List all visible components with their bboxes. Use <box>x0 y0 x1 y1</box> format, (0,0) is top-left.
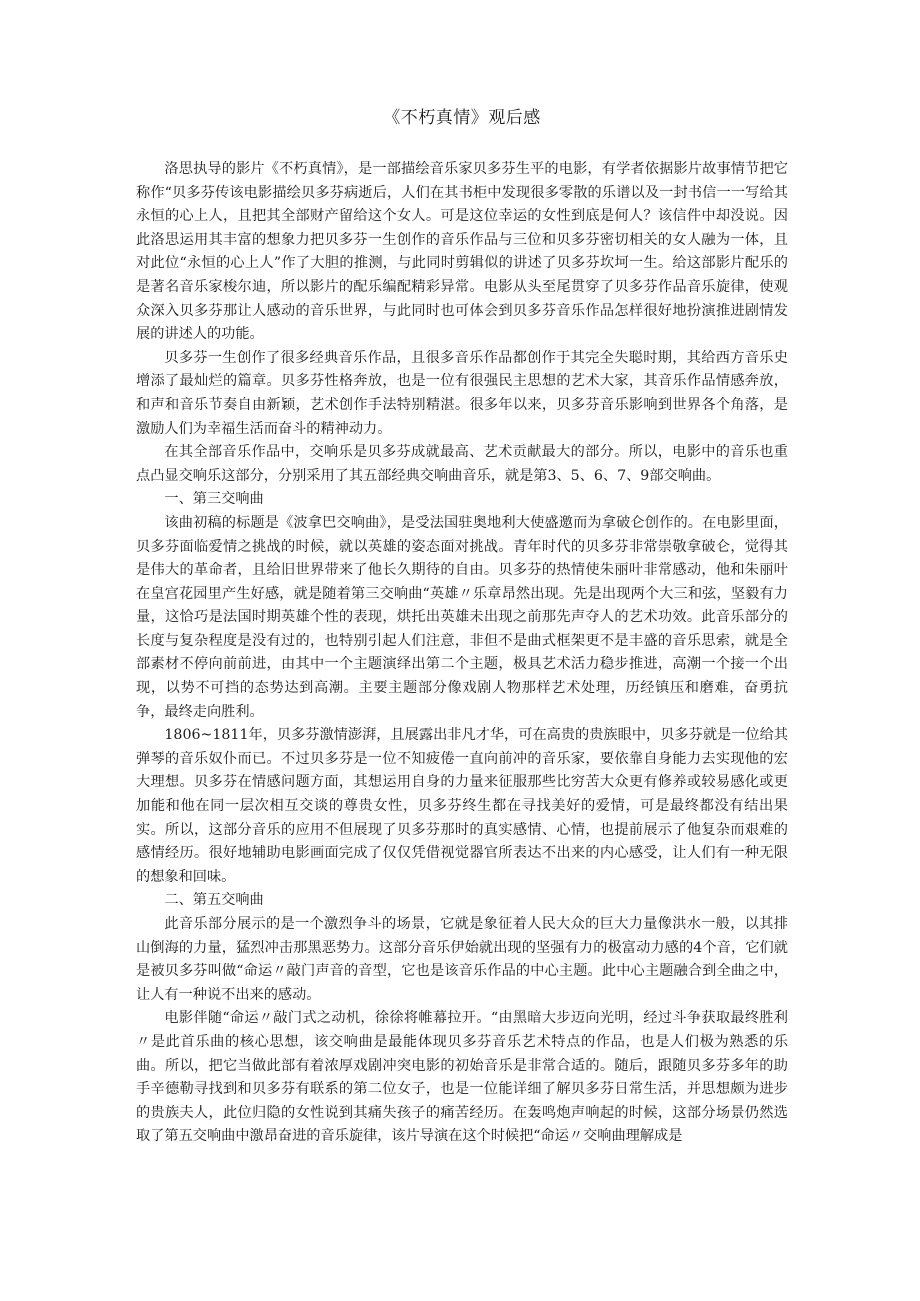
section-heading-fifth-symphony: 二、第五交响曲 <box>164 892 264 909</box>
section-heading-third-symphony: 一、第三交响曲 <box>164 491 264 508</box>
document-page <box>136 96 788 1149</box>
document-title: 《不朽真情》观后感 <box>383 108 541 128</box>
paragraph: 此音乐部分展示的是一个激烈争斗的场景，它就是象征着人民大众的巨大力量像洪水一般，以其排山倒海的力量，猛烈冲击那黑恶势力。这部分音乐伊始就出现的坚强有力的极富动力感的4个音，它们就是被贝多芬叫做“命运〃敲门声音的音型，它也是该音乐作品的中心主题。此中心主题融合到全曲之中，让人有一种说不出来的感动。 <box>136 916 788 1003</box>
paragraph: 1806~1811年，贝多芬激情澎湃，且展露出非凡才华，可在高贵的贵族眼中，贝多芬就是一位给其弹琴的音乐奴仆而已。不过贝多芬是一位不知疲倦一直向前冲的音乐家，要依靠自身能力去实现他的宏大理想。贝多芬在情感问题方面，其想运用自身的力量来征服那些比穷苦大众更有修养或较易感化或更加能和他在同一层次相互交谈的尊贵女性，贝多芬终生都在寻找美好的爱情，可是最终都没有结出果实。所以，这部分音乐的应用不但展现了贝多芬那时的真实感情、心情，也提前展示了他复杂而艰难的感情经历。很好地辅助电影画面完成了仅仅凭借视觉器官所表达不出来的内心感受，让人们有一种无限的想象和回味。 <box>136 727 788 885</box>
paragraph: 该曲初稿的标题是《波拿巴交响曲》，是受法国驻奥地利大使盛邀而为拿破仑创作的。在电影里面，贝多芬面临爱情之挑战的时候，就以英雄的姿态面对挑战。青年时代的贝多芬非常崇敬拿破仑，觉得其是伟大的革命者，且给旧世界带来了他长久期待的自由。贝多芬的热情使朱丽叶非常感动，他和朱丽叶在皇宫花园里产生好感，就是随着第三交响曲“英雄〃乐章昂然出现。先是出现两个大三和弦，坚毅有力量，这恰巧是法国时期英雄个性的表现，烘托出英雄未出现之前那先声夺人的艺术功效。此音乐部分的长度与复杂程度是没有过的，也特别引起人们注意，非但不是曲式框架更不是丰盛的音乐思索，就是全部素材不停向前前进，由其中一个主题演绎出第二个主题，极具艺术活力稳步推进，高潮一个接一个出现，以势不可挡的态势达到高潮。主要主题部分像戏剧人物那样艺术处理，历经镇压和磨难，奋勇抗争，最终走向胜利。 <box>136 514 788 720</box>
paragraph: 洛思执导的影片《不朽真情》，是一部描绘音乐家贝多芬生平的电影，有学者依据影片故事情节把它称作“贝多芬传该电影描绘贝多芬病逝后，人们在其书柜中发现很多零散的乐谱以及一封书信一一写给其永恒的心上人，且把其全部财产留给这个女人。可是这位幸运的女性到底是何人？该信件中却没说。因此洛思运用其丰富的想象力把贝多芬一生创作的音乐作品与三位和贝多芬密切相关的女人融为一体，且对此位“永恒的心上人”作了大胆的推测，与此同时剪辑似的讲述了贝多芬坎坷一生。给这部影片配乐的是著名音乐家梭尔迪，所以影片的配乐编配精彩异常。电影从头至尾贯穿了贝多芬作品音乐旋律，使观众深入贝多芬那让人感动的音乐世界，与此同时也可体会到贝多芬音乐作品怎样很好地扮演推进剧情发展的讲述人的功能。 <box>136 161 788 343</box>
paragraph: 电影伴随“命运〃敲门式之动机，徐徐将帷幕拉开。“由黑暗大步迈向光明，经过斗争获取最终胜利〃是此首乐曲的核心思想，该交响曲是最能体现贝多芬音乐艺术特点的作品，也是人们极为熟悉的乐曲。所以，把它当做此部有着浓厚戏剧冲突电影的初始音乐是非常合适的。随后，跟随贝多芬多年的助手辛德勒寻找到和贝多芬有联系的第二位女子，也是一位能详细了解贝多芬日常生活，并思想颇为进步的贵族夫人，此位归隐的女性说到其痛失孩子的痛苦经历。在轰鸣炮声响起的时候，这部分场景仍然选取了第五交响曲中激昂奋进的音乐旋律，该片导演在这个时候把“命运〃交响曲理解成是 <box>136 1010 788 1145</box>
paragraph: 在其全部音乐作品中，交响乐是贝多芬成就最高、艺术贡献最大的部分。所以，电影中的音乐也重点凸显交响乐这部分，分别采用了其五部经典交响曲音乐，就是第3、5、6、7、9部交响曲。 <box>136 444 788 484</box>
paragraph: 贝多芬一生创作了很多经典音乐作品，且很多音乐作品都创作于其完全失聪时期，其给西方音乐史增添了最灿烂的篇章。贝多芬性格奔放，也是一位有很强民主思想的艺术大家，其音乐作品情感奔放，和声和音乐节奏自由新颖，艺术创作手法特别精湛。很多年以来，贝多芬音乐影响到世界各个角落，是激励人们为幸福生活而奋斗的精神动力。 <box>136 349 788 437</box>
